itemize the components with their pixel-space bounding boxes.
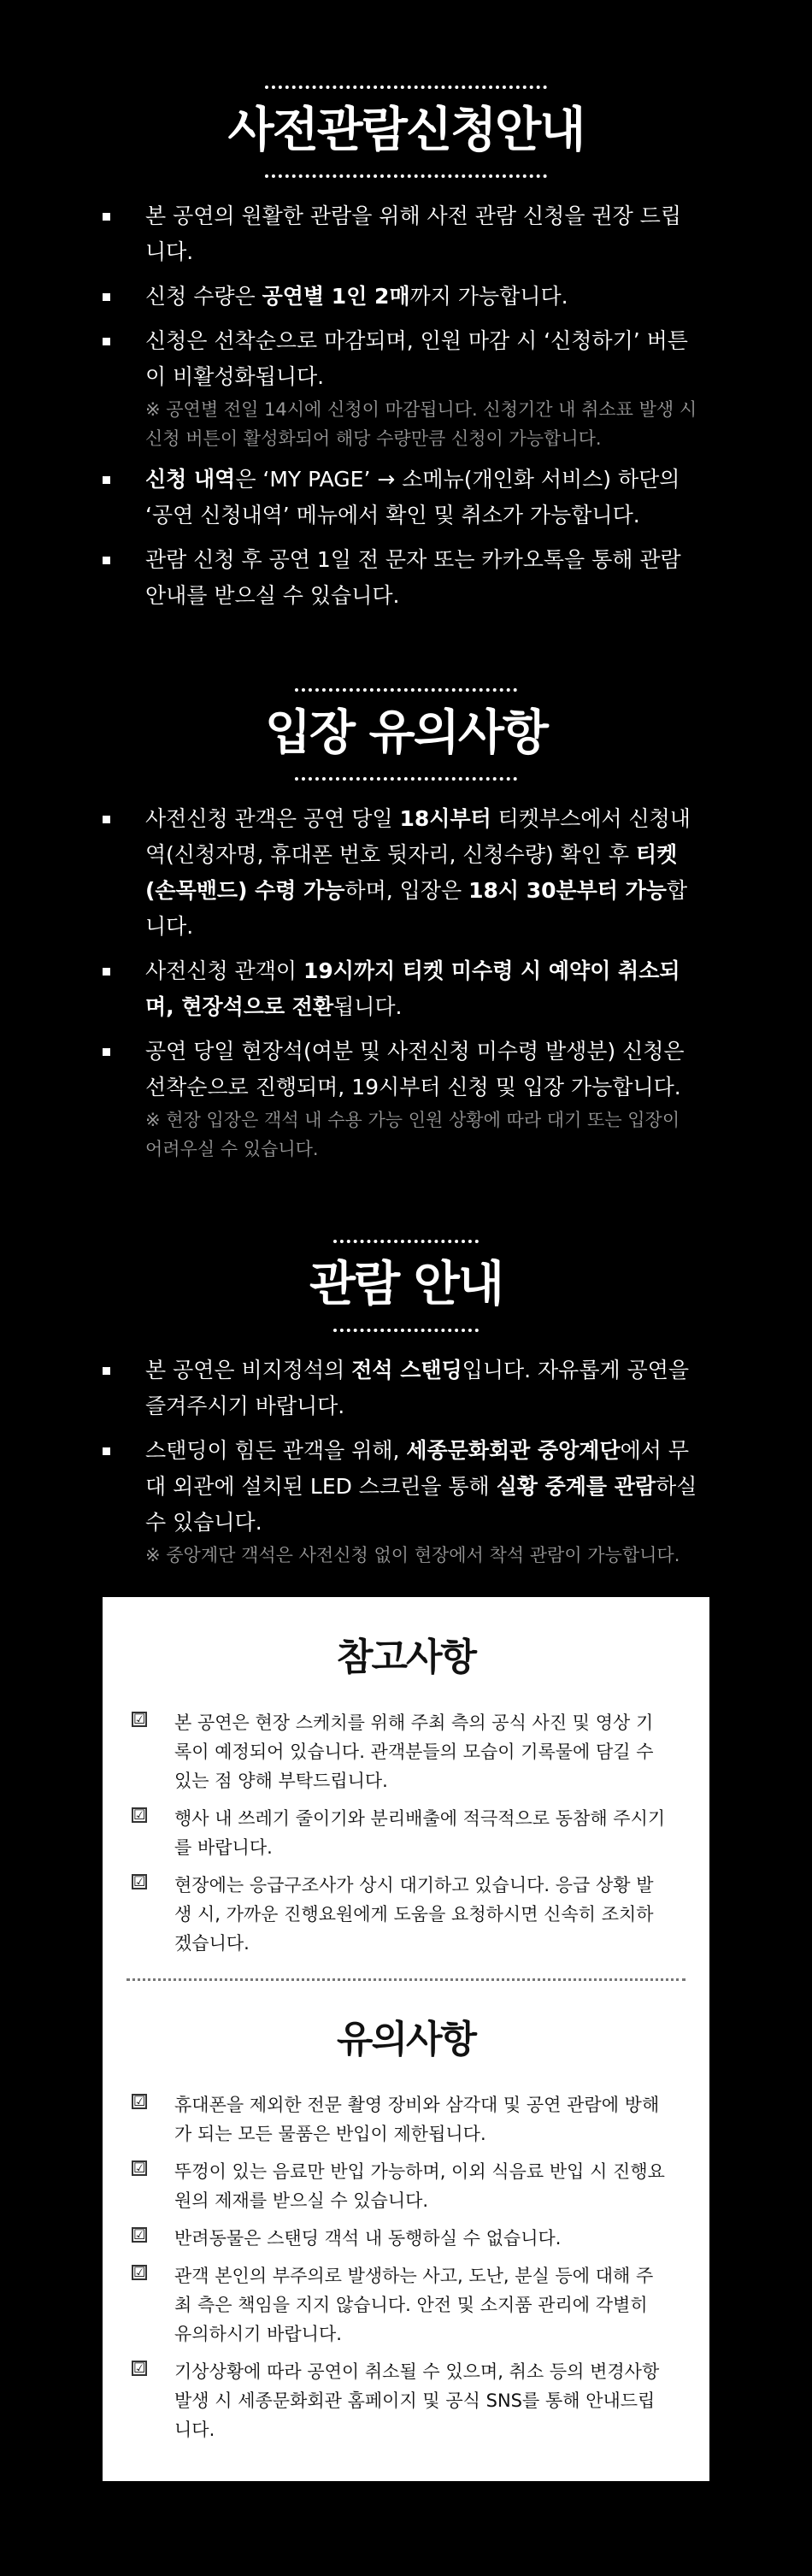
square-bullet-icon [103,213,110,221]
checkbox-checked-icon: ☑ [133,2160,146,2176]
list-item: 사전신청 관객이 19시까지 티켓 미수령 시 예약이 취소되며, 현장석으로 전환됩니다. [103,953,701,1025]
title-dots-bottom [333,1329,479,1332]
viewing-title: 관람 안내 [309,1257,503,1312]
title-dots-top [295,688,517,692]
checklist-item: ☑ 휴대폰을 제외한 전문 촬영 장비와 삼각대 및 공연 관람에 방해가 되는 모든 물품은 반입이 제한됩니다. [133,2093,660,2144]
checklist-item: ☑ 본 공연은 현장 스케치를 위해 주최 측의 공식 사진 및 영상 기록이 예정되어 있습니다. 관객분들의 모습이 기록물에 담길 수 있는 점 양해 부탁드립니다. [133,1711,654,1791]
checklist-item: ☑ 뚜껑이 있는 음료만 반입 가능하며, 이외 식음료 반입 시 진행요원의 제재를 받으실 수 있습니다. [133,2160,665,2211]
checkbox-checked-icon: ☑ [133,2264,146,2280]
square-bullet-icon [103,1048,110,1056]
reference-list [103,1708,709,1958]
reservation-title: 사전관람신청안내 [227,103,585,158]
dotted-divider [127,1978,685,1981]
note-text: ※ 공연별 전일 14시에 신청이 마감됩니다. 신청기간 내 취소표 발생 시 신청 버튼이 활성화되어 해당 수량만큼 신청이 가능합니다. [145,399,697,449]
list-item: 신청은 선착순으로 마감되며, 인원 마감 시 ‘신청하기’ 버튼이 비활성화됩니다. ※ 공연별 전일 14시에 신청이 마감됩니다. 신청기간 내 취소표 발생 시 신청 버튼이 활성화되어 해당 수량만큼 신청이 가능합니다. [103,323,701,453]
square-bullet-icon [103,1447,110,1455]
list-item: 사전신청 관객은 공연 당일 18시부터 티켓부스에서 신청내역(신청자명, 휴대폰 번호 뒷자리, 신청수량) 확인 후 티켓(손목밴드) 수령 가능하며, 입장은 18시 30분부터 가능합니다. [103,801,701,945]
checklist-item: ☑ 반려동물은 스탠딩 객석 내 동행하실 수 없습니다. [133,2226,562,2249]
list-item: 공연 당일 현장석(여분 및 사전신청 미수령 발생분) 신청은 선착순으로 진행되며, 19시부터 신청 및 입장 가능합니다. ※ 현장 입장은 객석 내 수용 가능 인원 상황에 따라 대기 또는 입장이 어려우실 수 있습니다. [103,1034,701,1164]
square-bullet-icon [103,293,110,301]
checkbox-checked-icon: ☑ [133,2226,146,2243]
title-dots-top [265,85,547,89]
list-item: 관람 신청 후 공연 1일 전 문자 또는 카카오톡을 통해 관람안내를 받으실 수 있습니다. [103,542,701,614]
checkbox-checked-icon: ☑ [133,2093,146,2109]
title-dots-bottom [265,174,547,178]
list-item: 본 공연은 비지정석의 전석 스탠딩입니다. 자유롭게 공연을 즐겨주시기 바랍니다. [103,1353,701,1424]
note-text: ※ 현장 입장은 객석 내 수용 가능 인원 상황에 따라 대기 또는 입장이 어려우실 수 있습니다. [145,1110,680,1159]
viewing-section [0,1240,812,1578]
square-bullet-icon [103,338,110,345]
caution-title: 유의사항 [336,2018,475,2061]
entry-section [0,688,812,1172]
checkbox-checked-icon: ☑ [133,1873,146,1889]
title-dots-top [333,1240,479,1243]
checklist-item: ☑ 기상상황에 따라 공연이 취소될 수 있으며, 취소 등의 변경사항 발생 시 세종문화회관 홈페이지 및 공식 SNS를 통해 안내드립니다. [133,2360,660,2440]
checklist-item: ☑ 관객 본인의 부주의로 발생하는 사고, 도난, 분실 등에 대해 주최 측은 책임을 지지 않습니다. 안전 및 소지품 관리에 각별히 유의하시기 바랍니다. [133,2264,654,2344]
square-bullet-icon [103,476,110,484]
notice-box [103,1597,709,2481]
reference-title: 참고사항 [336,1636,475,1679]
title-dots-bottom [295,777,517,781]
entry-list [0,801,701,1164]
reservation-list [0,198,701,614]
checklist-item: ☑ 현장에는 응급구조사가 상시 대기하고 있습니다. 응급 상황 발생 시, 가까운 진행요원에게 도움을 요청하시면 신속히 조치하겠습니다. [133,1873,654,1954]
square-bullet-icon [103,816,110,823]
note-text: ※ 중앙계단 객석은 사전신청 없이 현장에서 착석 관람이 가능합니다. [145,1545,680,1565]
list-item: 본 공연의 원활한 관람을 위해 사전 관람 신청을 권장 드립니다. [103,198,701,270]
square-bullet-icon [103,1367,110,1375]
checklist-item: ☑ 행사 내 쓰레기 줄이기와 분리배출에 적극적으로 동참해 주시기를 바랍니다. [133,1807,666,1858]
square-bullet-icon [103,557,110,564]
list-item: 신청 내역은 ‘MY PAGE’ → 소메뉴(개인화 서비스) 하단의 ‘공연 신청내역’ 메뉴에서 확인 및 취소가 가능합니다. [103,462,701,533]
caution-list [103,2090,709,2444]
square-bullet-icon [103,968,110,976]
list-item: 신청 수량은 공연별 1인 2매까지 가능합니다. [103,279,701,315]
entry-title: 입장 유의사항 [264,705,548,761]
list-item: 스탠딩이 힘든 관객을 위해, 세종문화회관 중앙계단에서 무대 외관에 설치된 LED 스크린을 통해 실황 중계를 관람하실 수 있습니다. ※ 중앙계단 객석은 사전신청 없이 현장에서 착석 관람이 가능합니다. [103,1433,701,1570]
checkbox-checked-icon: ☑ [133,1807,146,1823]
reservation-section [0,85,812,622]
checkbox-checked-icon: ☑ [133,2360,146,2376]
viewing-list [0,1353,701,1570]
checkbox-checked-icon: ☑ [133,1711,146,1727]
